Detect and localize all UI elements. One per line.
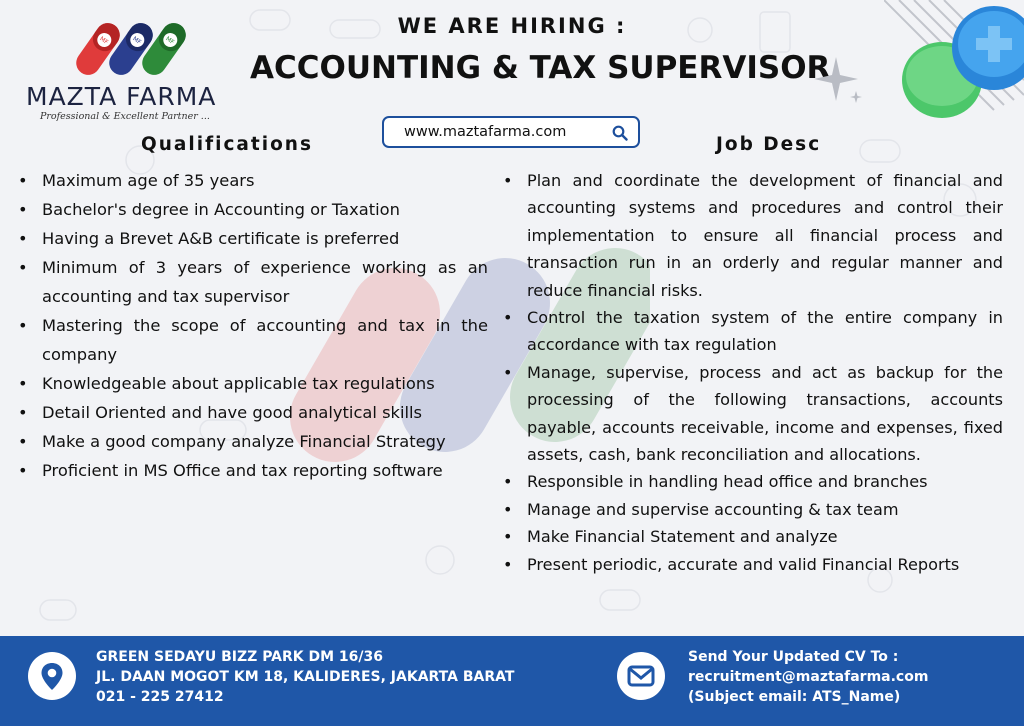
list-item: • Make Financial Statement and analyze [503, 523, 1003, 550]
address-line: JL. DAAN MOGOT KM 18, KALIDERES, JAKARTA BARAT [96, 669, 515, 685]
list-item: • Maximum age of 35 years [18, 166, 488, 195]
website-url: www.maztafarma.com [404, 124, 567, 140]
list-item: • Present periodic, accurate and valid Financial Reports [503, 551, 1003, 578]
list-item: • Knowledgeable about applicable tax regulations [18, 369, 488, 398]
company-address [96, 647, 514, 707]
list-item: • Plan and coordinate the development of financial and accounting systems and procedures and control their implementation to ensure all financial process and transaction run in an orderly and regular manner and reduce financial risks. [503, 167, 1003, 304]
qualifications-heading: Qualifications [141, 134, 313, 155]
svg-text:MF: MF [164, 35, 176, 47]
job-title: ACCOUNTING & TAX SUPERVISOR [250, 50, 831, 86]
qualifications-list [18, 166, 488, 485]
svg-text:MF: MF [98, 35, 110, 47]
email-icon [617, 652, 665, 700]
phone-number: 021 - 225 27412 [96, 689, 224, 705]
svg-text:MF: MF [131, 35, 143, 47]
email-subject-note: (Subject email: ATS_Name) [688, 689, 901, 705]
search-icon [612, 125, 628, 141]
list-item: • Having a Brevet A&B certificate is preferred [18, 224, 488, 253]
job-desc-heading: Job Desc [716, 134, 822, 155]
list-item: • Mastering the scope of accounting and tax in the company [18, 311, 488, 369]
job-desc-list [503, 167, 1003, 578]
list-item: • Minimum of 3 years of experience working as an accounting and tax supervisor [18, 253, 488, 311]
list-item: • Make a good company analyze Financial Strategy [18, 427, 488, 456]
list-item: • Manage and supervise accounting & tax team [503, 496, 1003, 523]
cv-instruction: Send Your Updated CV To : [688, 649, 899, 665]
list-item: • Responsible in handling head office and branches [503, 468, 1003, 495]
cv-contact [688, 647, 928, 707]
decorative-pills-icon [884, 0, 1024, 150]
footer-bar [0, 636, 1024, 726]
location-icon [28, 652, 76, 700]
hiring-heading: WE ARE HIRING : [397, 14, 627, 38]
company-name: MAZTA FARMA [26, 82, 217, 111]
list-item: • Control the taxation system of the entire company in accordance with tax regulation [503, 304, 1003, 359]
recruitment-email[interactable]: recruitment@maztafarma.com [688, 669, 929, 685]
list-item: • Detail Oriented and have good analytical skills [18, 398, 488, 427]
sparkle-icon [812, 55, 864, 105]
address-line: GREEN SEDAYU BIZZ PARK DM 16/36 [96, 649, 384, 665]
list-item: • Proficient in MS Office and tax reporting software [18, 456, 488, 485]
list-item: • Bachelor's degree in Accounting or Taxation [18, 195, 488, 224]
website-search-box[interactable] [382, 116, 640, 148]
list-item: • Manage, supervise, process and act as backup for the processing of the following transactions, accounts payable, accounts receivable, income and expenses, fixed assets, cash, bank reconciliation and allocations. [503, 359, 1003, 469]
company-tagline: Professional & Excellent Partner ... [40, 111, 210, 122]
